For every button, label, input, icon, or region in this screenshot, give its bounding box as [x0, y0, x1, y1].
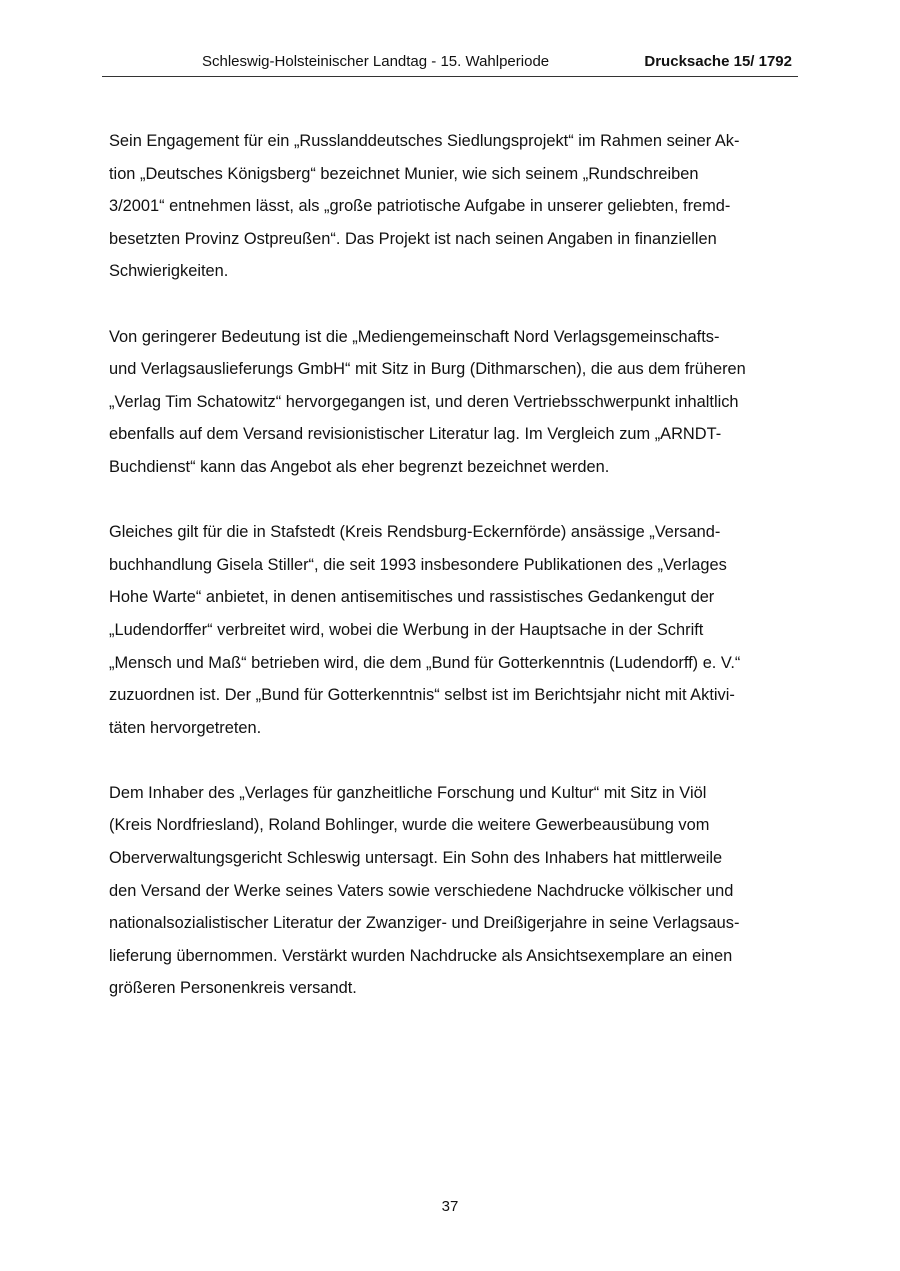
text-line: Buchdienst“ kann das Angebot als eher begrenzt bezeichnet werden.: [109, 457, 610, 476]
text-line: buchhandlung Gisela Stiller“, die seit 1993 insbesondere Publikationen des „Verlages: [109, 555, 727, 574]
page-header: [102, 50, 798, 77]
text-line: „Mensch und Maß“ betrieben wird, die dem „Bund für Gotterkenntnis (Ludendorff) e. V.“: [109, 653, 741, 672]
body-text: [109, 125, 794, 1038]
text-line: ebenfalls auf dem Versand revisionistischer Literatur lag. Im Vergleich zum „ARNDT-: [109, 425, 722, 444]
text-line: und Verlagsauslieferungs GmbH“ mit Sitz in Burg (Dithmarschen), die aus dem früheren: [109, 360, 746, 379]
text-line: den Versand der Werke seines Vaters sowie verschiedene Nachdrucke völkischer und: [109, 881, 734, 900]
text-line: (Kreis Nordfriesland), Roland Bohlinger, wurde die weitere Gewerbeausübung vom: [109, 816, 710, 835]
text-line: größeren Personenkreis versandt.: [109, 979, 357, 998]
text-line: tion „Deutsches Königsberg“ bezeichnet Munier, wie sich seinem „Rundschreiben: [109, 164, 699, 183]
text-line: Gleiches gilt für die in Stafstedt (Kreis Rendsburg-Eckernförde) ansässige „Versand-: [109, 523, 721, 542]
paragraph: [109, 777, 794, 1005]
text-line: Sein Engagement für ein „Russlanddeutsches Siedlungsprojekt“ im Rahmen seiner Ak-: [109, 132, 740, 150]
paragraph: [109, 516, 794, 744]
text-line: täten hervorgetreten.: [109, 718, 262, 737]
text-line: Dem Inhaber des „Verlages für ganzheitliche Forschung und Kultur“ mit Sitz in Viöl: [109, 783, 707, 802]
text-line: „Verlag Tim Schatowitz“ hervorgegangen ist, und deren Vertriebsschwerpunkt inhaltlich: [109, 392, 739, 411]
text-line: lieferung übernommen. Verstärkt wurden Nachdrucke als Ansichtsexemplare an einen: [109, 946, 733, 965]
text-line: Von geringerer Bedeutung ist die „Mediengemeinschaft Nord Verlagsgemeinschafts-: [109, 327, 720, 346]
paragraph: [109, 321, 794, 484]
page-number: 37: [441, 1198, 459, 1215]
text-line: Schwierigkeiten.: [109, 262, 229, 281]
text-line: 3/2001“ entnehmen lässt, als „große patriotische Aufgabe in unserer geliebten, fremd-: [109, 197, 731, 216]
text-line: besetzten Provinz Ostpreußen“. Das Projekt ist nach seinen Angaben in finanziellen: [109, 229, 717, 248]
text-line: zuzuordnen ist. Der „Bund für Gotterkenntnis“ selbst ist im Berichtsjahr nicht mit Aktivi-: [109, 686, 735, 705]
text-line: Oberverwaltungsgericht Schleswig untersagt. Ein Sohn des Inhabers hat mittlerweile: [109, 849, 723, 868]
paragraph: [109, 125, 794, 288]
document-number: Drucksache 15/ 1792: [644, 53, 792, 70]
text-line: „Ludendorffer“ verbreitet wird, wobei die Werbung in der Hauptsache in der Schrift: [109, 620, 704, 639]
text-line: Hohe Warte“ anbietet, in denen antisemitisches und rassistisches Gedankengut der: [109, 588, 715, 607]
header-title: Schleswig-Holsteinischer Landtag - 15. Wahlperiode: [202, 53, 550, 70]
text-line: nationalsozialistischer Literatur der Zwanziger- und Dreißigerjahre in seine Verlagsaus-: [109, 914, 740, 933]
